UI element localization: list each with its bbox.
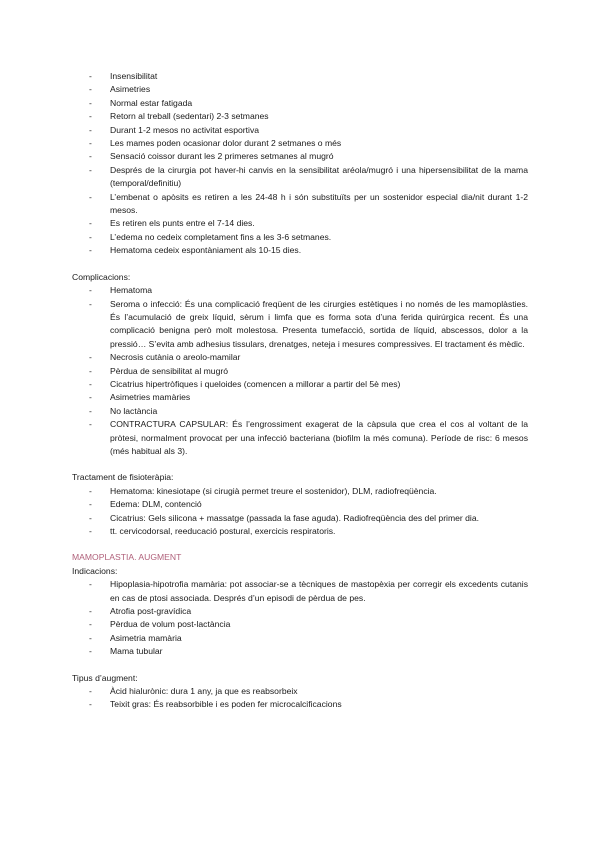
list-item: - Asimetria mamària	[72, 632, 528, 645]
list-item: - Pèrdua de sensibilitat al mugró	[72, 365, 528, 378]
list-item: - Pèrdua de volum post-lactància	[72, 618, 528, 631]
list-item: - Cicatrius: Gels silicona + massatge (passada la fase aguda). Radiofreqüència des del primer dia.	[72, 512, 528, 525]
list-item: - Sensació coissor durant les 2 primeres setmanes al mugró	[72, 150, 528, 163]
list-item: - Edema: DLM, contenció	[72, 498, 528, 511]
list-item: - Seroma o infecció: És una complicació freqüent de les cirurgies estètiques i no només de les mamoplàsties. És l’acumulació de greix líquid, sèrum i limfa que es forma sota d’una ferida quirúrgica recent. És una complicació benigna però molt molestosa. Presenta tumefacció, sortida de líquid, abscessos, dolor a la pressió… S’evita amb adhesius tissulars, drenatges, neteja i mesures compressives. El tractament és mèdic.	[72, 298, 528, 352]
postop-list	[72, 70, 528, 258]
list-item: - Hematoma: kinesiotape (si cirugià permet treure el sostenidor), DLM, radiofreqüència.	[72, 485, 528, 498]
list-item: - L’edema no cedeix completament fins a les 3-6 setmanes.	[72, 231, 528, 244]
list-item: - Hematoma	[72, 284, 528, 297]
list-item: - Asimetries mamàries	[72, 391, 528, 404]
list-item: - No lactància	[72, 405, 528, 418]
list-item: - Hematoma cedeix espontàniament als 10-15 dies.	[72, 244, 528, 257]
complications-list	[72, 284, 528, 458]
physio-list	[72, 485, 528, 539]
list-item: - Asimetries	[72, 83, 528, 96]
list-item: - tt. cervicodorsal, reeducació postural, exercicis respiratoris.	[72, 525, 528, 538]
list-item: - Mama tubular	[72, 645, 528, 658]
indications-heading: Indicacions:	[72, 565, 118, 576]
list-item: - Àcid hialurònic: dura 1 any, ja que es reabsorbeix	[72, 685, 528, 698]
indications-list	[72, 578, 528, 658]
list-item: - Normal estar fatigada	[72, 97, 528, 110]
section-title: MAMOPLASTIA. AUGMENT	[72, 552, 182, 563]
list-item: - Teixit gras: És reabsorbible i es poden fer microcalcificacions	[72, 698, 528, 711]
physio-heading: Tractament de fisioteràpia:	[72, 472, 174, 483]
list-item: - Les mames poden ocasionar dolor durant 2 setmanes o més	[72, 137, 528, 150]
list-item: - Atrofia post-gravídica	[72, 605, 528, 618]
list-item: - Insensibilitat	[72, 70, 528, 83]
list-item: - Necrosis cutània o areolo-mamilar	[72, 351, 528, 364]
list-item: - Es retiren els punts entre el 7-14 dies.	[72, 217, 528, 230]
augment-types-list	[72, 685, 528, 712]
list-item: - Hipoplasia-hipotrofia mamària: pot associar-se a tècniques de mastopèxia per corregir els excedents cutanis en cas de ptosi associada. Després d’un episodi de pèrdua de pes.	[72, 578, 528, 605]
list-item: - Durant 1-2 mesos no activitat esportiva	[72, 124, 528, 137]
list-item: - Després de la cirurgia pot haver-hi canvis en la sensibilitat aréola/mugró i una hipersensibilitat de la mama (temporal/definitiu)	[72, 164, 528, 191]
list-item: - L’embenat o apòsits es retiren a les 24-48 h i són substituïts per un sostenidor especial dia/nit durant 1-2 mesos.	[72, 191, 528, 218]
complications-heading: Complicacions:	[72, 271, 131, 282]
augment-types-heading: Tipus d’augment:	[72, 672, 138, 683]
list-item: - Retorn al treball (sedentari) 2-3 setmanes	[72, 110, 528, 123]
list-item: - Cicatrius hipertròfiques i queloides (comencen a millorar a partir del 5è mes)	[72, 378, 528, 391]
list-item: - CONTRACTURA CAPSULAR: És l’engrossiment exagerat de la càpsula que crea el cos al voltant de la pròtesi, normalment provocat per una infecció bacteriana (biofilm la més comuna). Període de risc: 6 mesos (més habitual als 3).	[72, 418, 528, 458]
